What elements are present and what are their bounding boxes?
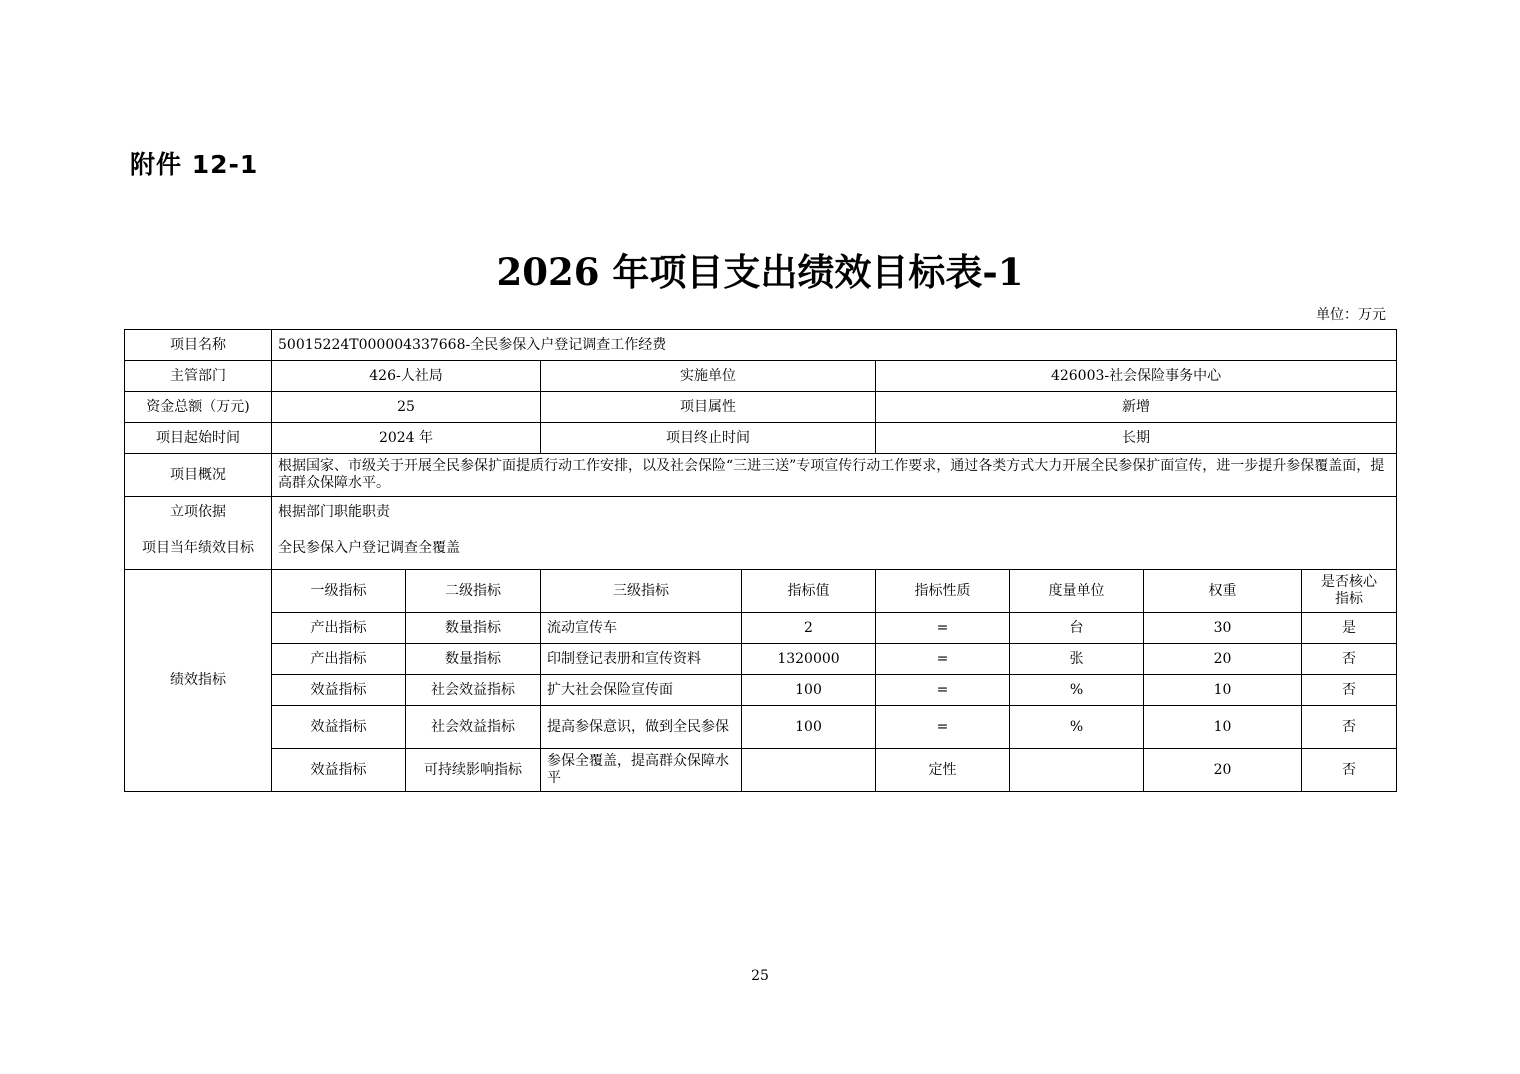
header-core: 是否核心指标: [1302, 570, 1397, 613]
row3-nature: =: [876, 675, 1010, 706]
fund-row: [125, 392, 1397, 423]
header-level3: 三级指标: [541, 570, 742, 613]
header-nature: 指标性质: [876, 570, 1010, 613]
row1-unit: 台: [1010, 613, 1144, 644]
row2-core: 否: [1302, 644, 1397, 675]
impl-label: 实施单位: [541, 361, 876, 392]
row1-level3: 流动宣传车: [541, 613, 742, 644]
header-level2: 二级指标: [406, 570, 541, 613]
basis-value: 根据部门职能职责: [272, 497, 1397, 528]
fund-label: 资金总额（万元): [125, 392, 272, 423]
row2-nature: =: [876, 644, 1010, 675]
indicator-row: [125, 675, 1397, 706]
indicator-header-row: [125, 570, 1397, 613]
goal-label: 项目当年绩效目标: [125, 527, 272, 570]
row4-weight: 10: [1144, 706, 1302, 749]
row1-weight: 30: [1144, 613, 1302, 644]
attr-value: 新增: [876, 392, 1397, 423]
attachment-label: 附件 12-1: [130, 150, 259, 179]
dept-label: 主管部门: [125, 361, 272, 392]
header-unit: 度量单位: [1010, 570, 1144, 613]
basis-label: 立项依据: [125, 497, 272, 528]
row2-level1: 产出指标: [272, 644, 406, 675]
row4-level2: 社会效益指标: [406, 706, 541, 749]
end-label: 项目终止时间: [541, 423, 876, 454]
start-value: 2024 年: [272, 423, 541, 454]
project-name-label: 项目名称: [125, 330, 272, 361]
overview-value: 根据国家、市级关于开展全民参保扩面提质行动工作安排，以及社会保险“三进三送”专项宣传行动工作要求，通过各类方式大力开展全民参保扩面宣传，进一步提升参保覆盖面，提高群众保障水平。: [272, 454, 1397, 497]
header-level1: 一级指标: [272, 570, 406, 613]
row3-level1: 效益指标: [272, 675, 406, 706]
row5-level2: 可持续影响指标: [406, 749, 541, 792]
project-name-row: [125, 330, 1397, 361]
performance-table: [124, 329, 1397, 792]
row2-unit: 张: [1010, 644, 1144, 675]
header-weight: 权重: [1144, 570, 1302, 613]
attr-label: 项目属性: [541, 392, 876, 423]
row2-level2: 数量指标: [406, 644, 541, 675]
time-row: [125, 423, 1397, 454]
row4-value: 100: [742, 706, 876, 749]
row3-unit: %: [1010, 675, 1144, 706]
goal-row: [125, 527, 1397, 570]
goal-value: 全民参保入户登记调查全覆盖: [272, 527, 1397, 570]
project-name-value: 50015224T000004337668-全民参保入户登记调查工作经费: [272, 330, 1397, 361]
row5-nature: 定性: [876, 749, 1010, 792]
page-title: 2026 年项目支出绩效目标表-1: [496, 250, 1024, 294]
indicators-section-label: 绩效指标: [125, 570, 272, 792]
row2-value: 1320000: [742, 644, 876, 675]
row3-core: 否: [1302, 675, 1397, 706]
row1-value: 2: [742, 613, 876, 644]
row3-value: 100: [742, 675, 876, 706]
row1-level1: 产出指标: [272, 613, 406, 644]
end-value: 长期: [876, 423, 1397, 454]
row4-level1: 效益指标: [272, 706, 406, 749]
row5-weight: 20: [1144, 749, 1302, 792]
row1-level2: 数量指标: [406, 613, 541, 644]
overview-row: [125, 454, 1397, 497]
row4-unit: %: [1010, 706, 1144, 749]
row5-value: [742, 749, 876, 792]
dept-row: [125, 361, 1397, 392]
row5-level3: 参保全覆盖，提高群众保障水平: [541, 749, 742, 792]
impl-value: 426003-社会保险事务中心: [876, 361, 1397, 392]
row4-level3: 提高参保意识，做到全民参保: [541, 706, 742, 749]
row5-level1: 效益指标: [272, 749, 406, 792]
indicator-row: [125, 613, 1397, 644]
row5-unit: [1010, 749, 1144, 792]
row3-level2: 社会效益指标: [406, 675, 541, 706]
indicator-row: [125, 644, 1397, 675]
dept-value: 426-人社局: [272, 361, 541, 392]
indicator-row: [125, 706, 1397, 749]
row2-level3: 印制登记表册和宣传资料: [541, 644, 742, 675]
row3-level3: 扩大社会保险宣传面: [541, 675, 742, 706]
row3-weight: 10: [1144, 675, 1302, 706]
row2-weight: 20: [1144, 644, 1302, 675]
row1-core: 是: [1302, 613, 1397, 644]
unit-label: 单位：万元: [1316, 307, 1386, 323]
row4-core: 否: [1302, 706, 1397, 749]
fund-value: 25: [272, 392, 541, 423]
basis-row: [125, 497, 1397, 528]
page-number: 25: [751, 968, 769, 984]
start-label: 项目起始时间: [125, 423, 272, 454]
row4-nature: =: [876, 706, 1010, 749]
row5-core: 否: [1302, 749, 1397, 792]
indicator-row: [125, 749, 1397, 792]
overview-label: 项目概况: [125, 454, 272, 497]
row1-nature: =: [876, 613, 1010, 644]
header-value: 指标值: [742, 570, 876, 613]
